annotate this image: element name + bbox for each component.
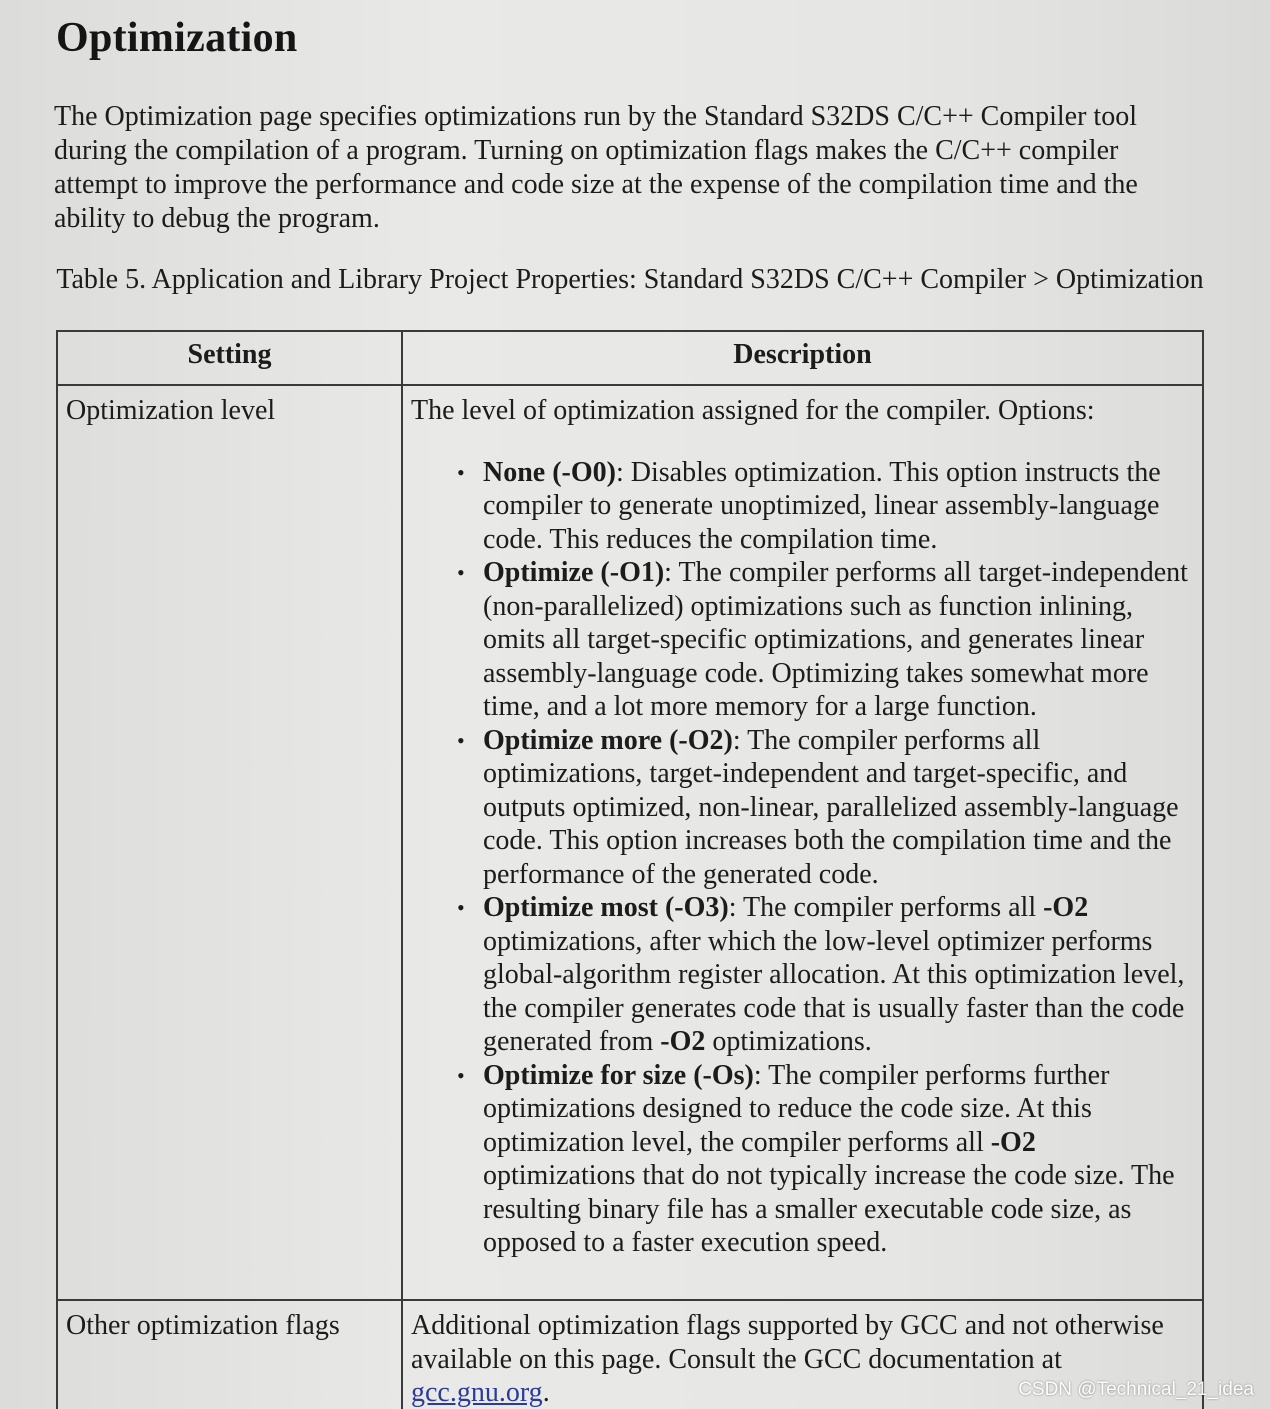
flag-text: -O2	[660, 1026, 706, 1057]
header-description: Description	[402, 331, 1203, 385]
options-intro: The level of optimization assigned for the compiler. Options:	[411, 395, 1095, 426]
option-name: Optimize for size (-Os)	[483, 1059, 754, 1091]
flag-text: -O2	[1043, 892, 1089, 923]
bullet-icon: •	[457, 560, 465, 585]
table-caption: Table 5. Application and Library Project Properties: Standard S32DS C/C++ Compiler > Optimization	[56, 264, 1204, 295]
watermark: CSDN @Technical_21_idea	[1018, 1379, 1254, 1400]
option-name: Optimize most (-O3)	[483, 892, 729, 923]
bullet-icon: •	[457, 727, 465, 753]
list-item	[457, 891, 1194, 1059]
options-list	[411, 456, 1194, 1260]
setting-cell: Other optimization flags	[57, 1300, 402, 1409]
option-name: Optimize (-O1)	[483, 557, 665, 588]
option-text: : The compiler performs all target-independent (non-parallelized) optimizations such as function inlining, omits all target-specific optimizations, and generates linear assembly-language code. Optimizing takes somewhat more time, and a lot more memory for a large function.	[483, 557, 1188, 722]
option-name: None (-O0)	[483, 456, 616, 488]
table-row	[57, 385, 1203, 1300]
list-item	[457, 724, 1194, 892]
gcc-docs-link[interactable]: gcc.gnu.org	[411, 1377, 543, 1408]
option-text: : Disables optimization. This option instructs the compiler to generate unoptimized, linear assembly-language code. This reduces the compilation time.	[483, 456, 1161, 555]
bullet-icon: •	[457, 1062, 465, 1088]
option-text: : The compiler performs further optimizations designed to reduce the code size. At this optimization level, the compiler performs all	[483, 1059, 1110, 1158]
page-title: Optimization	[56, 15, 298, 61]
option-text: : The compiler performs all optimizations, target-independent and target-specific, and outputs optimized, non-linear, parallelized assembly-language code. This option increases both the compilation time and the performance of the generated code.	[483, 724, 1179, 890]
description-cell	[402, 385, 1203, 1300]
bullet-icon: •	[457, 895, 465, 920]
flag-text: -O2	[990, 1126, 1036, 1158]
description-end: .	[542, 1377, 550, 1408]
option-text: optimizations.	[705, 1026, 872, 1057]
properties-table	[56, 330, 1204, 1409]
list-item	[457, 1059, 1194, 1260]
option-text: optimizations that do not typically increase the code size. The resulting binary file has a smaller executable code size, as opposed to a faster execution speed.	[483, 1160, 1175, 1258]
table-header-row	[57, 331, 1203, 385]
bullet-icon: •	[457, 459, 465, 485]
header-setting: Setting	[57, 331, 402, 385]
option-text: optimizations, after which the low-level optimizer performs global-algorithm register allocation. At this optimization level, the compiler generates code that is usually faster than the code generated from	[483, 925, 1185, 1057]
list-item	[457, 556, 1194, 724]
option-name: Optimize more (-O2)	[483, 724, 733, 756]
option-text: : The compiler performs all	[728, 892, 1044, 923]
description-text: Additional optimization flags supported by GCC and not otherwise available on this page. Consult the GCC documentation at	[411, 1310, 1164, 1375]
setting-cell: Optimization level	[57, 385, 402, 1300]
intro-paragraph: The Optimization page specifies optimizations run by the Standard S32DS C/C++ Compiler tool during the compilation of a program. Turning on optimization flags makes the C/C++ compiler attempt to improve the performance and code size at the expense of the compilation time and the ability to debug the program.	[54, 101, 1138, 234]
list-item	[457, 456, 1194, 557]
